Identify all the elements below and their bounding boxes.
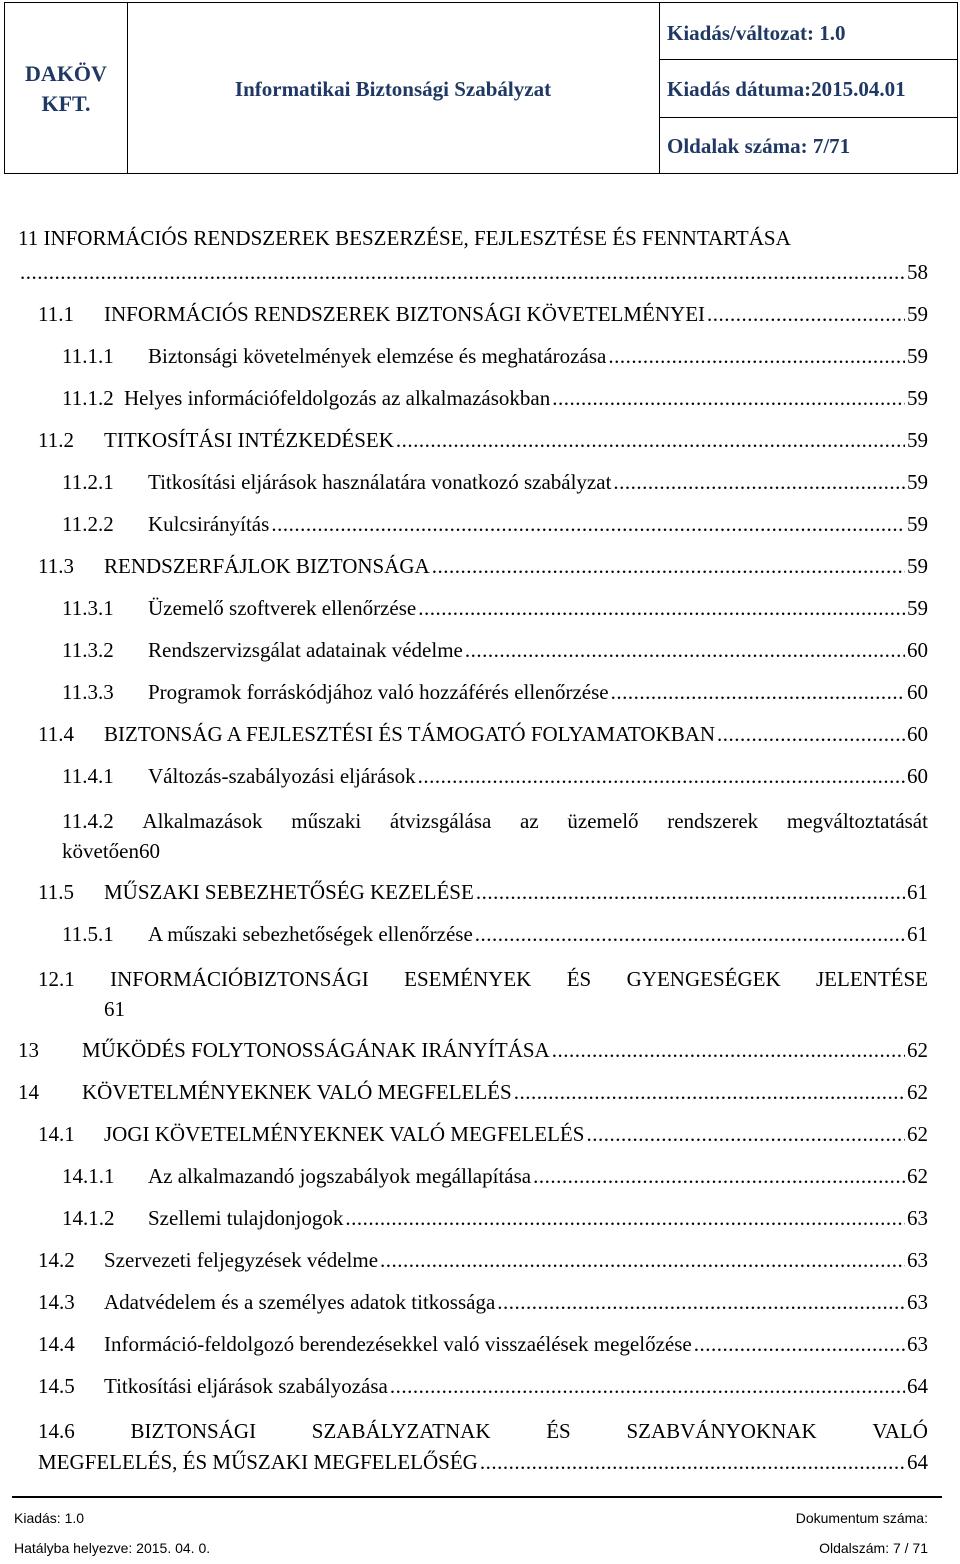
toc-entry-page: 59 [907, 596, 928, 620]
toc-entry-number: 14.3 [38, 1290, 75, 1314]
toc-entry[interactable] [38, 722, 928, 747]
toc-entry-title: RENDSZERFÁJLOK BIZTONSÁGA [104, 554, 430, 578]
footer-page-number: Oldalszám: 7 / 71 [819, 1540, 928, 1556]
toc-leader [533, 1164, 905, 1189]
toc-entry-page: 59 [907, 344, 928, 368]
toc-entry-title: Programok forráskódjához való hozzáférés ellenőrzése [148, 680, 609, 704]
toc-leader [465, 638, 905, 663]
toc-entry-title: Titkosítási eljárások használatára vonatkozó szabályzat [148, 470, 612, 494]
toc-entry-word: BIZTONSÁGI [130, 1419, 257, 1443]
toc-leader [480, 1450, 905, 1475]
toc-entry-number: 11.4.1 [62, 764, 114, 788]
footer-effective-date: Hatályba helyezve: 2015. 04. 0. [14, 1540, 211, 1556]
toc-entry-number: 11.4 [38, 722, 74, 746]
toc-entry-page: 62 [907, 1080, 928, 1104]
toc-entry-title: MŰSZAKI SEBEZHETŐSÉG KEZELÉSE [104, 880, 474, 904]
toc-entry-number: 11.1.1 [62, 344, 114, 368]
toc-entry-title: Adatvédelem és a személyes adatok titkossága [104, 1290, 496, 1314]
company-line-2: KFT. [41, 91, 91, 116]
toc-entry[interactable] [38, 554, 928, 579]
toc-leader [608, 344, 905, 369]
toc-entry[interactable] [62, 512, 928, 537]
toc-entry-first-line [38, 964, 928, 994]
toc-entry-page: 61 [907, 922, 928, 946]
toc-leader [380, 1248, 905, 1273]
toc-entry-number: 11.1 [38, 302, 74, 326]
toc-leader [586, 1122, 905, 1147]
toc-entry-first-line [62, 806, 928, 836]
toc-entry-word: rendszerek [667, 809, 759, 833]
toc-leader [694, 1332, 905, 1357]
header-divider [659, 3, 660, 173]
toc-entry-word: VALÓ [872, 1419, 928, 1443]
toc-entry-word: GYENGESÉGEK [626, 967, 781, 991]
toc-entry-word: ÉS [566, 967, 592, 991]
toc-leader [418, 596, 905, 621]
toc-entry-title: Rendszervizsgálat adatainak védelme [148, 638, 463, 662]
toc-entry-page: 63 [907, 1206, 928, 1230]
toc-entry-continuation[interactable] [18, 260, 928, 285]
toc-entry-title: 11 INFORMÁCIÓS RENDSZEREK BESZERZÉSE, FEJLESZTÉSE ÉS FENNTARTÁSA [18, 226, 791, 250]
toc-entry[interactable] [38, 880, 928, 905]
toc-leader [432, 554, 905, 579]
toc-entry[interactable] [62, 470, 928, 495]
toc-entry[interactable] [18, 1080, 928, 1105]
toc-entry-number: 11.1.2 [62, 386, 114, 410]
toc-entry-word: megváltoztatását [786, 809, 928, 833]
toc-entry-page: 62 [907, 1164, 928, 1188]
toc-leader [418, 764, 905, 789]
toc-entry-number: 14.4 [38, 1332, 75, 1356]
toc-entry[interactable] [38, 964, 928, 1024]
header-divider [659, 117, 957, 118]
toc-leader [552, 1038, 905, 1063]
toc-entry[interactable] [38, 1290, 928, 1315]
toc-entry-number: 11.3 [38, 554, 74, 578]
toc-entry-number: 11.3.1 [62, 596, 114, 620]
toc-entry[interactable] [38, 1374, 928, 1399]
toc-entry-word: SZABVÁNYOKNAK [626, 1419, 817, 1443]
toc-entry-title: Az alkalmazandó jogszabályok megállapítása [148, 1164, 532, 1188]
toc-entry-word: INFORMÁCIÓBIZTONSÁGI [110, 967, 369, 991]
toc-leader [613, 470, 905, 495]
toc-entry-number: 14.1 [38, 1122, 75, 1146]
header-divider [659, 59, 957, 60]
toc-entry[interactable] [62, 638, 928, 663]
toc-entry-title: Változás-szabályozási eljárások [148, 764, 416, 788]
toc-entry-title: Biztonsági követelmények elemzése és meghatározása [148, 344, 607, 368]
toc-entry-number: 14.6 [38, 1419, 75, 1443]
toc-entry-word: üzemelő [567, 809, 639, 833]
toc-entry-number: 14.1.1 [62, 1164, 115, 1188]
toc-entry-title: Kulcsirányítás [148, 512, 270, 536]
toc-entry-page: 61 [907, 880, 928, 904]
toc-entry-number: 13 [18, 1038, 39, 1062]
toc-entry-page: 60 [907, 764, 928, 788]
toc-leader [707, 302, 905, 327]
document-title: Informatikai Biztonsági Szabályzat [234, 76, 552, 101]
toc-entry[interactable] [62, 596, 928, 621]
toc-entry-page: 59 [907, 512, 928, 536]
company-name [5, 3, 127, 175]
toc-entry-page: 59 [907, 428, 928, 452]
toc-entry-page: 64 [907, 1450, 928, 1474]
toc-entry-word: SZABÁLYZATNAK [311, 1419, 491, 1443]
toc-entry-title: Üzemelő szoftverek ellenőrzése [148, 596, 417, 620]
version-label: Kiadás/változat: 1.0 [667, 20, 846, 45]
toc-entry-continuation: követően60 [62, 839, 160, 863]
toc-entry-word: JELENTÉSE [816, 967, 928, 991]
toc-entry-page: 62 [907, 1122, 928, 1146]
toc-entry[interactable] [62, 806, 928, 866]
toc-entry-title: INFORMÁCIÓS RENDSZEREK BIZTONSÁGI KÖVETELMÉNYEI [104, 302, 706, 326]
toc-entry-word: az [520, 809, 539, 833]
toc-entry-page: 64 [907, 1374, 928, 1398]
toc-entry-number: 11.2.1 [62, 470, 114, 494]
company-line-1: DAKÖV [25, 61, 107, 86]
toc-entry-page: 58 [907, 260, 928, 284]
toc-entry-title: MŰKÖDÉS FOLYTONOSSÁGÁNAK IRÁNYÍTÁSA [82, 1038, 550, 1062]
toc-entry[interactable] [62, 1206, 928, 1231]
footer-version: Kiadás: 1.0 [14, 1510, 85, 1526]
toc-entry-title: BIZTONSÁG A FEJLESZTÉSI ÉS TÁMOGATÓ FOLYAMATOKBAN [104, 722, 716, 746]
toc-entry-number: 14.1.2 [62, 1206, 115, 1230]
toc-entry-number: 11.2 [38, 428, 74, 452]
toc-entry-title: TITKOSÍTÁSI INTÉZKEDÉSEK [104, 428, 394, 452]
toc-entry-number: 14.2 [38, 1248, 75, 1272]
issue-date: Kiadás dátuma:2015.04.01 [667, 76, 906, 101]
toc-leader [497, 1290, 905, 1315]
toc-leader [20, 260, 905, 285]
toc-entry-title: Szellemi tulajdonjogok [148, 1206, 344, 1230]
toc-entry[interactable] [38, 302, 928, 327]
toc-leader [514, 1080, 905, 1105]
toc-entry-first-line [38, 1416, 928, 1446]
footer-doc-number: Dokumentum száma: [795, 1510, 928, 1526]
toc-entry-title: A műszaki sebezhetőségek ellenőrzése [148, 922, 473, 946]
toc-entry-continuation[interactable] [38, 1450, 928, 1475]
toc-entry-number: 14.5 [38, 1374, 75, 1398]
document-header [4, 2, 958, 174]
toc-entry-continuation: 61 [104, 997, 125, 1021]
toc-entry[interactable] [62, 386, 928, 411]
toc-entry-page: 59 [907, 386, 928, 410]
toc-leader [552, 386, 905, 411]
toc-leader [396, 428, 905, 453]
toc-entry-title: Információ-feldolgozó berendezésekkel való visszaélések megelőzése [104, 1332, 692, 1356]
toc-entry-title: MEGFELELÉS, ÉS MŰSZAKI MEGFELELŐSÉG [38, 1450, 478, 1474]
toc-entry-page: 62 [907, 1038, 928, 1062]
toc-entry-title: KÖVETELMÉNYEKNEK VALÓ MEGFELELÉS [82, 1080, 512, 1104]
toc-entry-number: 11.2.2 [62, 512, 114, 536]
toc-entry-word: ÉS [546, 1419, 571, 1443]
toc-entry-page: 59 [907, 470, 928, 494]
toc-entry-word: átvizsgálása [389, 809, 492, 833]
toc-entry-page: 60 [907, 722, 928, 746]
toc-leader [390, 1374, 905, 1399]
toc-entry-number: 11.4.2 [62, 809, 114, 833]
toc-entry-title: JOGI KÖVETELMÉNYEKNEK VALÓ MEGFELELÉS [104, 1122, 585, 1146]
toc-entry-word: Alkalmazások [142, 809, 263, 833]
toc-entry-title: Szervezeti feljegyzések védelme [104, 1248, 379, 1272]
toc-entry-number: 12.1 [38, 967, 75, 991]
toc-entry-title: Helyes információfeldolgozás az alkalmazásokban [124, 386, 551, 410]
toc-entry[interactable] [18, 226, 928, 251]
toc-entry-page: 60 [907, 638, 928, 662]
toc-entry[interactable] [38, 1122, 928, 1147]
footer-divider [12, 1496, 942, 1498]
toc-entry[interactable] [38, 1332, 928, 1357]
toc-entry-number: 11.3.3 [62, 680, 114, 704]
toc-entry-number: 14 [18, 1080, 39, 1104]
toc-entry-number: 11.3.2 [62, 638, 114, 662]
toc-leader [476, 880, 905, 905]
toc-entry[interactable] [62, 922, 928, 947]
toc-entry-page: 63 [907, 1248, 928, 1272]
page-count: Oldalak száma: 7/71 [667, 133, 851, 158]
toc-entry[interactable] [62, 680, 928, 705]
toc-entry[interactable] [62, 764, 928, 789]
toc-entry-word: műszaki [291, 809, 362, 833]
toc-leader [475, 922, 905, 947]
toc-entry[interactable] [62, 1164, 928, 1189]
toc-entry-number: 11.5.1 [62, 922, 114, 946]
toc-entry[interactable] [38, 1416, 928, 1446]
toc-leader [271, 512, 905, 537]
toc-entry-title: Titkosítási eljárások szabályozása [104, 1374, 388, 1398]
toc-entry-page: 60 [907, 680, 928, 704]
toc-entry[interactable] [38, 1248, 928, 1273]
toc-entry[interactable] [18, 1038, 928, 1063]
toc-leader [611, 680, 905, 705]
toc-entry[interactable] [38, 428, 928, 453]
toc-leader [345, 1206, 905, 1231]
toc-entry-word: ESEMÉNYEK [404, 967, 532, 991]
toc-entry[interactable] [62, 344, 928, 369]
toc-leader [717, 722, 905, 747]
toc-entry-page: 59 [907, 554, 928, 578]
toc-entry-page: 59 [907, 302, 928, 326]
toc-entry-number: 11.5 [38, 880, 74, 904]
toc-entry-page: 63 [907, 1290, 928, 1314]
toc-entry-page: 63 [907, 1332, 928, 1356]
